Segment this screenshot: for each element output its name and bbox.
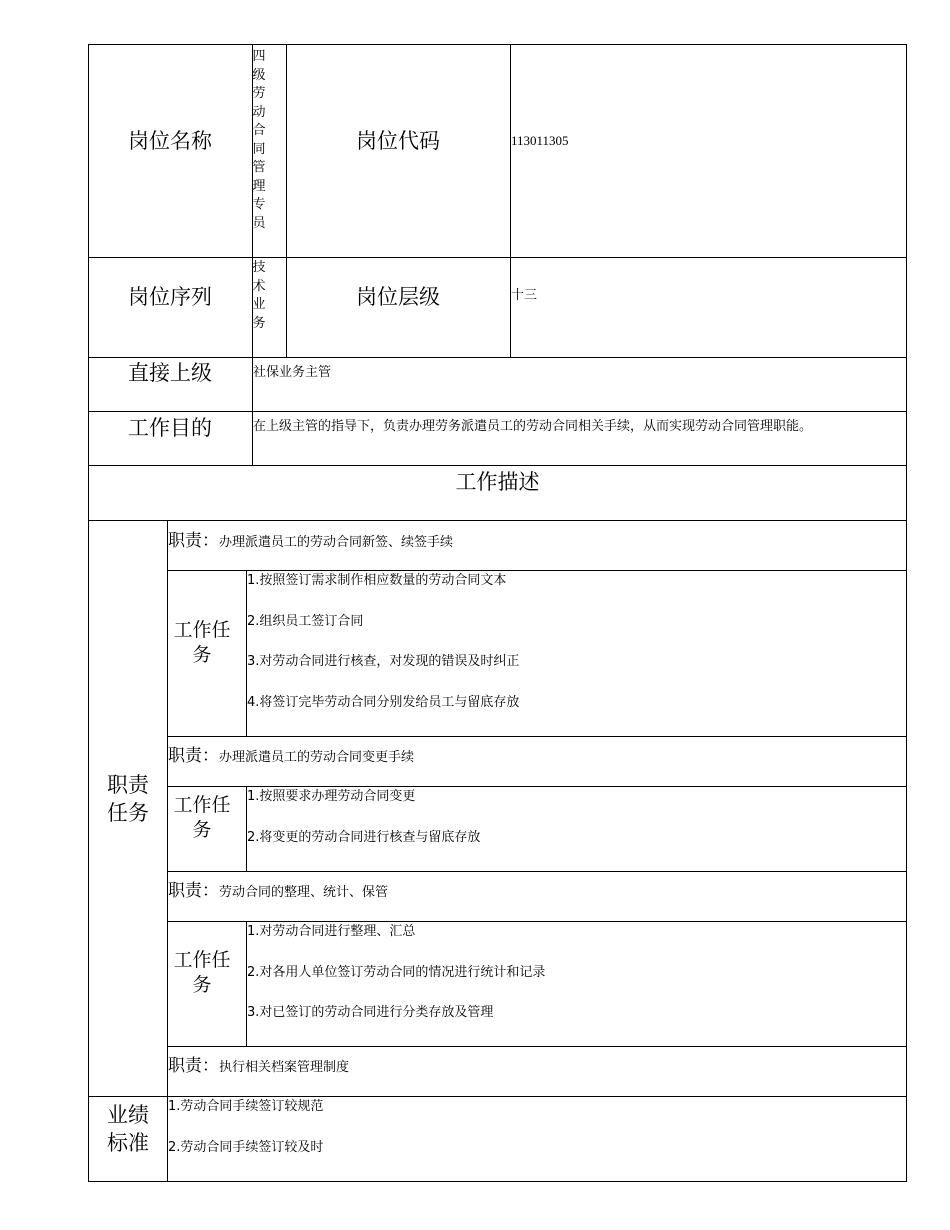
post-seq-value: 技术业务 (252, 260, 266, 331)
task-item: 1.对劳动合同进行整理、汇总 (247, 924, 416, 939)
task-label: 工作任务 (173, 949, 231, 996)
task-item: 2.组织员工签订合同 (247, 614, 364, 629)
superior-label: 直接上级 (128, 361, 212, 385)
post-name-value: 四级劳动合同管理专员 (252, 49, 266, 231)
duty-title: 办理派遣员工的劳动合同变更手续 (219, 750, 415, 765)
purpose-label: 工作目的 (128, 416, 212, 440)
duty-prefix: 职责： (168, 746, 219, 766)
task-item: 3.对劳动合同进行核查，对发现的错误及时纠正 (247, 654, 520, 669)
performance-label: 业绩标准 (107, 1103, 149, 1155)
task-item: 3.对已签订的劳动合同进行分类存放及管理 (247, 1005, 494, 1020)
duty-prefix: 职责： (168, 1056, 219, 1076)
section-title: 工作描述 (455, 470, 540, 494)
form-border (88, 44, 907, 1182)
duties-label: 职责任务 (107, 773, 149, 825)
row-divider (88, 357, 907, 358)
duty-row (168, 876, 388, 901)
duty-row (168, 1051, 349, 1076)
post-seq-label: 岗位序列 (128, 285, 212, 309)
duty-row (168, 526, 453, 551)
task-item: 1.按照要求办理劳动合同变更 (247, 789, 416, 804)
performance-item: 1.劳动合同手续签订较规范 (168, 1099, 324, 1114)
row-divider (167, 570, 907, 571)
task-item: 1.按照签订需求制作相应数量的劳动合同文本 (247, 573, 507, 588)
task-label: 工作任务 (173, 619, 231, 666)
post-level-value: 十三 (511, 288, 538, 303)
task-label: 工作任务 (173, 794, 231, 841)
col-divider (246, 570, 247, 736)
row-divider (167, 736, 907, 737)
col-divider (510, 44, 511, 358)
post-name-label: 岗位名称 (128, 129, 212, 153)
row-divider (167, 921, 907, 922)
post-code-value: 113011305 (511, 133, 569, 148)
duty-title: 办理派遣员工的劳动合同新签、续签手续 (219, 535, 454, 550)
row-divider (88, 520, 907, 521)
row-divider (88, 411, 907, 412)
task-item: 2.将变更的劳动合同进行核查与留底存放 (247, 830, 481, 845)
row-divider (88, 465, 907, 466)
performance-item: 2.劳动合同手续签订较及时 (168, 1140, 324, 1155)
col-divider (286, 44, 287, 358)
row-divider (167, 871, 907, 872)
purpose-value: 在上级主管的指导下，负责办理劳务派遣员工的劳动合同相关手续，从而实现劳动合同管理职能。 (253, 419, 813, 434)
post-code-label: 岗位代码 (356, 129, 440, 153)
duty-title: 劳动合同的整理、统计、保管 (219, 885, 389, 900)
post-level-label: 岗位层级 (356, 285, 440, 309)
row-divider (167, 786, 907, 787)
row-divider (167, 1046, 907, 1047)
duty-prefix: 职责： (168, 881, 219, 901)
superior-value: 社保业务主管 (253, 365, 332, 380)
task-item: 4.将签订完毕劳动合同分别发给员工与留底存放 (247, 695, 520, 710)
duty-row (168, 741, 414, 766)
row-divider (88, 1096, 907, 1097)
col-divider (167, 520, 168, 1182)
row-divider (88, 257, 907, 258)
duty-title: 执行相关档案管理制度 (219, 1060, 350, 1075)
duty-prefix: 职责： (168, 531, 219, 551)
task-item: 2.对各用人单位签订劳动合同的情况进行统计和记录 (247, 965, 546, 980)
